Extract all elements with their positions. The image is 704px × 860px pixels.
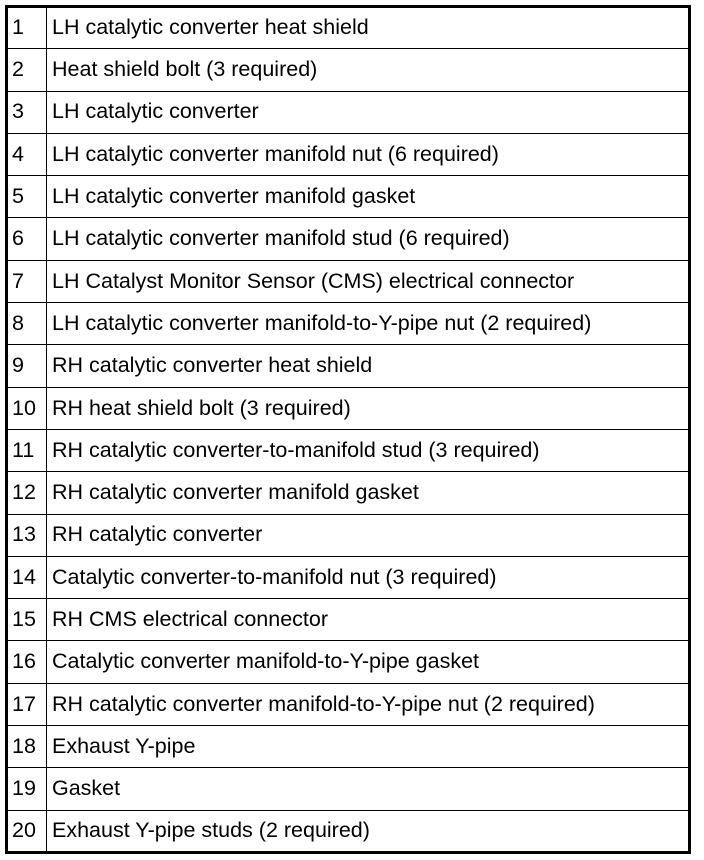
- item-number: 4: [7, 133, 47, 175]
- item-description: LH catalytic converter manifold-to-Y-pipe nut (2 required): [47, 303, 690, 345]
- table-row: [7, 768, 690, 810]
- item-number: 20: [7, 810, 47, 852]
- table-row: [7, 429, 690, 471]
- table-row: [7, 260, 690, 302]
- table-row: [7, 91, 690, 133]
- item-number: 5: [7, 176, 47, 218]
- item-number: 13: [7, 514, 47, 556]
- item-number: 2: [7, 49, 47, 91]
- item-number: 7: [7, 260, 47, 302]
- item-description: Catalytic converter-to-manifold nut (3 required): [47, 556, 690, 598]
- table-row: [7, 683, 690, 725]
- item-number: 8: [7, 303, 47, 345]
- table-row: [7, 218, 690, 260]
- item-description: Heat shield bolt (3 required): [47, 49, 690, 91]
- item-number: 19: [7, 768, 47, 810]
- item-description: LH Catalyst Monitor Sensor (CMS) electrical connector: [47, 260, 690, 302]
- item-description: LH catalytic converter manifold nut (6 required): [47, 133, 690, 175]
- item-description: Catalytic converter manifold-to-Y-pipe gasket: [47, 641, 690, 683]
- item-number: 3: [7, 91, 47, 133]
- item-description: Gasket: [47, 768, 690, 810]
- item-description: LH catalytic converter manifold gasket: [47, 176, 690, 218]
- item-description: RH catalytic converter-to-manifold stud (3 required): [47, 429, 690, 471]
- table-row: [7, 472, 690, 514]
- parts-legend-body: [7, 7, 690, 853]
- table-row: [7, 641, 690, 683]
- item-description: LH catalytic converter manifold stud (6 required): [47, 218, 690, 260]
- item-description: RH catalytic converter manifold gasket: [47, 472, 690, 514]
- parts-legend-table: [5, 5, 691, 854]
- item-description: RH catalytic converter: [47, 514, 690, 556]
- table-row: [7, 133, 690, 175]
- table-row: [7, 556, 690, 598]
- table-row: [7, 387, 690, 429]
- item-description: LH catalytic converter heat shield: [47, 7, 690, 49]
- item-description: RH heat shield bolt (3 required): [47, 387, 690, 429]
- item-number: 16: [7, 641, 47, 683]
- item-description: Exhaust Y-pipe: [47, 726, 690, 768]
- item-number: 10: [7, 387, 47, 429]
- table-row: [7, 49, 690, 91]
- item-description: RH catalytic converter heat shield: [47, 345, 690, 387]
- item-description: Exhaust Y-pipe studs (2 required): [47, 810, 690, 852]
- item-number: 18: [7, 726, 47, 768]
- item-number: 12: [7, 472, 47, 514]
- item-description: LH catalytic converter: [47, 91, 690, 133]
- table-row: [7, 176, 690, 218]
- item-number: 6: [7, 218, 47, 260]
- table-row: [7, 7, 690, 49]
- table-row: [7, 726, 690, 768]
- item-description: RH CMS electrical connector: [47, 599, 690, 641]
- table-row: [7, 345, 690, 387]
- item-number: 15: [7, 599, 47, 641]
- item-description: RH catalytic converter manifold-to-Y-pipe nut (2 required): [47, 683, 690, 725]
- item-number: 14: [7, 556, 47, 598]
- table-row: [7, 810, 690, 852]
- table-row: [7, 514, 690, 556]
- item-number: 11: [7, 429, 47, 471]
- item-number: 17: [7, 683, 47, 725]
- table-row: [7, 303, 690, 345]
- item-number: 1: [7, 7, 47, 49]
- item-number: 9: [7, 345, 47, 387]
- table-row: [7, 599, 690, 641]
